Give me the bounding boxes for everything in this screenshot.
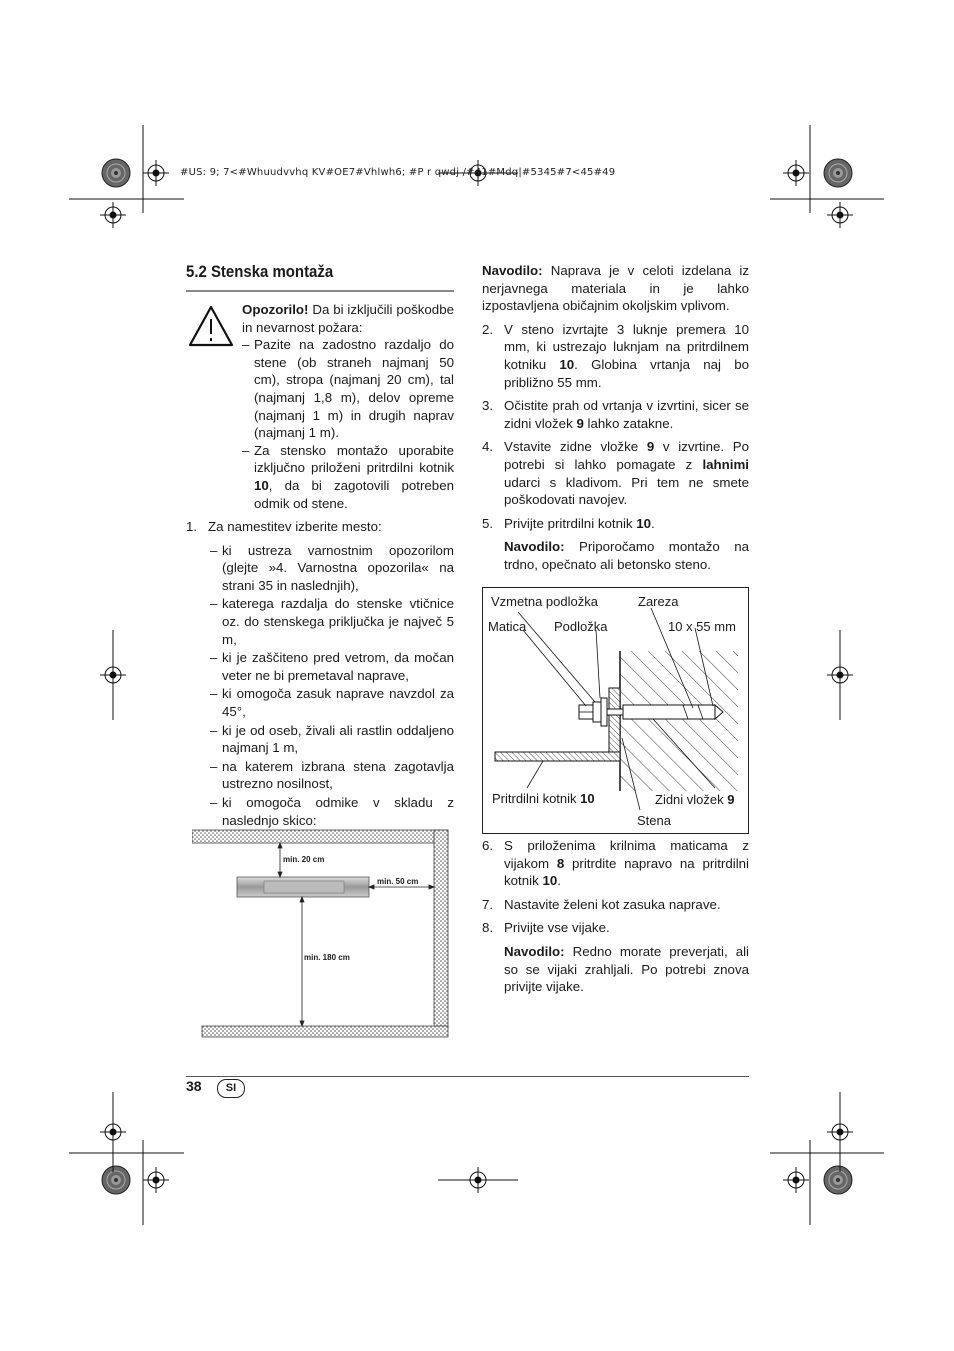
warning-item: – Pazite na zadostno razdaljo do stene (ob straneh najmanj 50 cm), stropa (najmanj 20 cm), tal (najmanj 1,8 m), delov opreme (najmanj 1 m) in drugih naprav (najmanj 1 m). — [242, 336, 454, 442]
label-hole-size: 10 x 55 mm — [668, 619, 736, 634]
warning-triangle-icon — [188, 305, 234, 347]
label-notch: Zareza — [638, 594, 679, 609]
list-item: – na katerem izbrana stena zagotavlja ustrezno nosilnost, — [210, 758, 454, 793]
note-3: Navodilo: Redno morate preverjati, ali so se vijaki zrahljali. Po potrebi znova privijte vijake. — [504, 943, 749, 995]
step-8: 8. Privijte vse vijake. — [482, 920, 610, 936]
list-item: – ki je zaščiteno pred vetrom, da močan veter ne bi premetaval naprave, — [210, 649, 454, 684]
step-6: 6. S priloženima krilnima maticama z vijakom 8 pritrdite napravo na pritrdilni kotnik 10. — [482, 838, 749, 889]
clearance-side-label: min. 50 cm — [377, 877, 419, 886]
step-4: 4. Vstavite zidne vložke 9 v izvrtine. Po potrebi si lahko pomagate z lahnimi udarci s kladivom. Pri tem ne smete poškodovati navojev. — [482, 439, 749, 508]
reg-mark — [100, 202, 126, 228]
step-1: 1. Za namestitev izberite mesto: – ki ustreza varnostnim opozorilom (glejte »4. Varnostna opozorila« na strani 35 in naslednjih), – katerega razdalja do stenske vtičnice oz. do stenskega priključka je največ 5 m, – ki je zaščiteno pred vetrom, da močan veter ne bi premetaval naprave, – ki omogoča zasuk naprave navzdol za 45°, – ki je od oseb, živali ali rastlin oddaljeno najmanj 1 m, – na katerem izbrana stena zagotavlja ustrezno nosilnost, – ki omogoča odmike v skladu z naslednjo skico: — [186, 518, 454, 830]
step-2: 2. V steno izvrtajte 3 luknje premera 10 mm, ki ustrezajo luknjam na pritrdilnem kotniku 10. Globina vrtanja naj bo približno 55 mm. — [482, 321, 749, 390]
list-item: – ki omogoča zasuk naprave navzdol za 45°, — [210, 685, 454, 720]
color-target-bottom-right — [824, 1166, 852, 1194]
label-anchor: Zidni vložek 9 — [655, 792, 735, 807]
label-washer: Podložka — [554, 619, 608, 634]
steps-6-8 — [482, 837, 749, 996]
step-5: 5. Privijte pritrdilni kotnik 10. — [482, 515, 655, 531]
print-slug: #US: 9; 7<#Whuudvvhq KV#OE7#Vhlwh6; #P r qwdj /#41#Mdq|#5345#7<45#49 — [180, 167, 616, 178]
reg-mark — [143, 160, 169, 186]
page-number: 38 — [186, 1078, 202, 1094]
reg-mark — [783, 160, 809, 186]
list-item: – ki ustreza varnostnim opozorilom (glejte »4. Varnostna opozorila« na strani 35 in naslednjih), — [210, 542, 454, 595]
list-item: – katerega razdalja do stenske vtičnice oz. do stenskega priključka je največ 5 m, — [210, 595, 454, 648]
reg-mark — [783, 1167, 809, 1193]
reg-mark — [827, 202, 853, 228]
language-badge: SI — [217, 1079, 245, 1098]
warning-item: – Za stensko montažo uporabite izključno priloženi pritrdilni kotnik 10, da bi zagotovili potreben odmik od stene. — [242, 442, 454, 512]
reg-mark — [143, 1167, 169, 1193]
label-spring-washer: Vzmetna podložka — [491, 594, 598, 609]
color-target-top-left — [102, 159, 130, 187]
label-wall: Stena — [637, 813, 671, 828]
color-target-top-right — [824, 159, 852, 187]
step-7: 7. Nastavite želeni kot zasuka naprave. — [482, 896, 721, 912]
list-item: – ki omogoča odmike v skladu z naslednjo skico: — [210, 794, 454, 829]
step-1-text: Za namestitev izberite mesto: — [208, 519, 382, 534]
label-nut: Matica — [488, 619, 527, 634]
color-target-bottom-left — [102, 1166, 130, 1194]
warning-label: Opozorilo! — [242, 302, 309, 317]
warning-block — [242, 301, 454, 512]
note-1: Navodilo: Naprava je v celoti izdelana iz nerjavnega materiala in je lahko izpostavljena običajnim okoljskim vplivom. — [482, 263, 749, 314]
title-divider — [186, 290, 454, 292]
warning-intro: Opozorilo! Da bi izključili poškodbe in nevarnost požara: — [242, 302, 454, 335]
clearance-top-label: min. 20 cm — [283, 855, 325, 864]
right-column — [482, 262, 749, 574]
clearance-sketch — [192, 828, 452, 1040]
mounting-diagram — [482, 587, 749, 834]
footer-divider — [186, 1076, 749, 1077]
list-item: – ki je od oseb, živali ali rastlin oddaljeno najmanj 1 m, — [210, 722, 454, 757]
clearance-floor-label: min. 180 cm — [304, 953, 350, 962]
step-3: 3. Očistite prah od vrtanja v izvrtini, sicer se zidni vložek 9 lahko zatakne. — [482, 398, 749, 431]
section-title: 5.2 Stenska montaža — [186, 262, 334, 281]
label-bracket: Pritrdilni kotnik 10 — [492, 791, 595, 806]
location-criteria-list — [210, 542, 454, 830]
note-2: Navodilo: Priporočamo montažo na trdno, opečnato ali betonsko steno. — [504, 539, 749, 572]
